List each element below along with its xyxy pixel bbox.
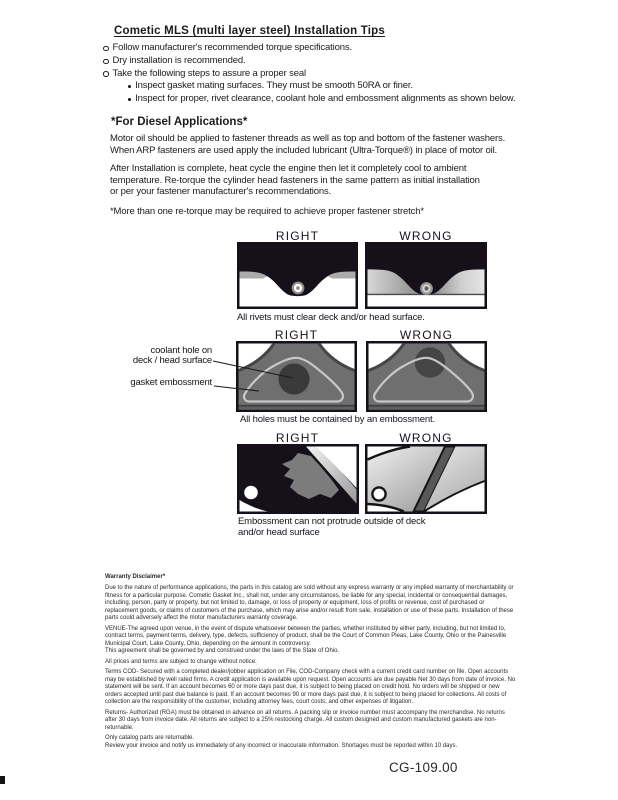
bolt-hole — [244, 486, 258, 500]
list-item — [103, 55, 553, 68]
text-line: After Installation is complete, heat cycle the engine then let it completely cool to ambient — [110, 163, 467, 174]
dot-bullet-icon — [128, 98, 131, 101]
row1-wrong-label: WRONG — [399, 229, 453, 243]
diagram-protrude-wrong — [365, 444, 487, 514]
caption-line: Embossment can not protrude outside of deck — [238, 516, 426, 527]
warranty-disclaimer-heading: Warranty Disclaimer* — [105, 574, 166, 580]
diagram-hole-wrong — [366, 341, 487, 412]
terms-paragraph: Terms COD- Secured with a completed dealer/jobber application on File, COD-Company check with a current credit card number on file. Open accounts may be established by well rated firms. A credit application is available upon request. Open accounts are due payable Net 30 days from date of invoice. No statement will be sent. If an account becomes 60 or more days past due, it is subject to being placed on credit hold. No orders will be shipped or new orders accepted until past due balance is paid. If an account becomes 90 or more days past due, it is subject to being placed for collections. All costs of collection are the responsibility of the customer, including attorney fees, court costs, and other expenses of litigation. — [105, 669, 516, 705]
bolt-hole — [372, 487, 385, 500]
legal-section — [105, 574, 517, 753]
deck-strip — [369, 407, 485, 410]
row1-right-label: RIGHT — [275, 229, 320, 243]
document-number: CG-109.00 — [389, 760, 458, 775]
row2-wrong-label: WRONG — [399, 328, 454, 342]
page-title: Cometic MLS (multi layer steel) Installation Tips — [114, 25, 385, 37]
circle-bullet-icon — [103, 59, 109, 65]
list-item-text: Dry installation is recommended. — [112, 54, 246, 66]
diesel-heading: *For Diesel Applications* — [111, 116, 248, 128]
diagram-rivet-wrong — [365, 242, 487, 309]
catalog-parts-line: Only catalog parts are returnable. — [105, 735, 195, 741]
deck-strip — [239, 407, 355, 410]
list-item-text: Take the following steps to assure a proper seal — [112, 67, 306, 79]
list-item-text: Inspect for proper, rivet clearance, coolant hole and embossment alignments as shown below. — [135, 93, 516, 105]
list-item-text: Inspect gasket mating surfaces. They must be smooth 50RA or finer. — [135, 80, 413, 92]
caption-line: and/or head surface — [238, 526, 320, 538]
dot-bullet-icon — [128, 85, 131, 88]
retorque-note: *More than one re-torque may be required to achieve proper fastener stretch* — [110, 206, 424, 217]
list-item-text: Follow manufacturer's recommended torque specifications. — [112, 42, 352, 53]
row2-right-label: RIGHT — [274, 328, 319, 342]
circle-bullet-icon — [103, 46, 109, 52]
venue-governing-law-line: This agreement shall be governed by and construed under the laws of the State of Ohio. — [105, 648, 340, 654]
row3-wrong-label: WRONG — [399, 431, 453, 445]
diagram-protrude-right — [237, 444, 359, 514]
venue-paragraph: VENUE-The agreed upon venue, in the event of dispute whatsoever between the parties, whether instituted by either party, including, but not limited to, contract terms, payment terms, delivery, type, defects, sufficiency of product, shall be the Court of Common Pleas, Lake County, Ohio or the Painesville Municipal Court, Lake County, Ohio, depending on the amount in controversy. — [105, 625, 507, 647]
block-face — [368, 295, 485, 306]
text-line: or per your fastener manufacturer's recommendations. — [110, 186, 332, 197]
text-line: Motor oil should be applied to fastener threads as well as top and bottom of the fastener washers. — [110, 133, 506, 144]
callout-leader-lines — [110, 340, 310, 402]
callout-line: coolant hole on — [150, 345, 212, 356]
rivet-icon — [420, 282, 433, 295]
sub-list-item — [128, 93, 553, 106]
list-item — [103, 42, 553, 55]
row3-caption — [238, 517, 425, 538]
diagram-rivet-right — [237, 242, 358, 309]
warranty-paragraph: Due to the nature of performance applications, the parts in this catalog are sold without any express warranty or any implied warranty of merchantability or fitness for a particular purpose. Cometic Gasket Inc., shall not, under any circumstances, be liable for any special, incidental or consequential damages, including, person, party or property, but not limited to, damage, or loss of property or equipment, loss of profits or revenue, cost of purchased or replacement goods, or claims of customers of the purchase, which may arise and/or result from sale, installation or use of these parts. Installation of these parts could adversely affect the motor manufacturers warranty coverage. — [105, 585, 514, 621]
review-invoice-line: Review your invoice and notify us immediately of any incorrect or inaccurate information. Shortages must be reported within 10 days. — [105, 742, 458, 749]
row2-caption: All holes must be contained by an embossment. — [240, 414, 435, 425]
prices-line: All prices and terms are subject to change without notice. — [105, 658, 257, 665]
circle-bullet-icon — [103, 71, 109, 77]
diesel-paragraph-1 — [110, 133, 505, 156]
callout-line: deck / head surface — [132, 355, 212, 366]
row1-caption: All rivets must clear deck and/or head surface. — [237, 312, 425, 323]
diesel-paragraph-2 — [110, 163, 480, 198]
scan-artifact-mark — [0, 776, 5, 784]
leader-line-embossment — [214, 386, 259, 391]
text-line: When ARP fasteners are used apply the included lubricant (Ultra-Torque®) in place of motor oil. — [110, 144, 498, 156]
installation-tips-list — [103, 42, 553, 106]
list-item — [103, 68, 553, 81]
gasket-embossment-callout: gasket embossment — [130, 377, 212, 388]
returns-paragraph: Returns- Authorized (RGA) must be obtained in advance on all returns. A packing slip or invoice number must accompany the merchandise. No returns after 30 days from invoice date. All returns are subject to a 25% restocking charge. All custom designed and custom manufactured gaskets are non-returnable. — [105, 709, 505, 731]
leader-line-coolant — [213, 361, 293, 378]
sub-list-item — [128, 80, 553, 93]
text-line: temperature. Re-torque the cylinder head fasteners in the same pattern as initial installation — [110, 174, 480, 186]
row3-right-label: RIGHT — [275, 431, 320, 445]
rivet-icon — [292, 282, 305, 295]
